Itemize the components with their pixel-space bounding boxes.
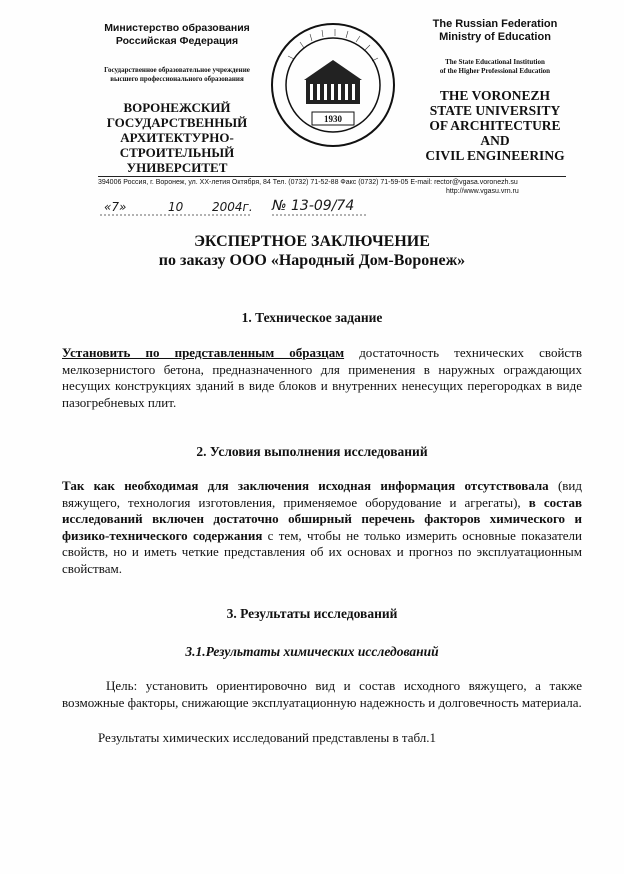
ru-uni-line1: ВОРОНЕЖСКИЙ <box>123 100 231 115</box>
section2-bold1: Так как необходимая для заключения исходная информация отсутствовала <box>62 478 549 493</box>
en-uni-line1: THE VORONEZH <box>439 88 551 103</box>
address-line: 394006 Россия, г. Воронеж, ул. XX-летия Октября, 84 Тел. (0732) 71-52-88 Факс (0732) 71-59-05 E-mail: rector@vgasa.voronezh.su <box>98 179 518 186</box>
en-uni-line3: OF ARCHITECTURE <box>429 118 561 133</box>
ref-day: «7» <box>104 200 127 214</box>
section2-text2: с тем, чтобы не только измерить основные показатели свойств, но и иметь четкие представления об их основах и прогноз по эксплуатационным свойствам. <box>62 527 582 576</box>
ru-org-line1: Государственное образовательное учреждение <box>104 66 250 74</box>
section1-paragraph <box>62 345 582 411</box>
ref-month: 10 <box>168 200 184 214</box>
title-line2: по заказу ООО «Народный Дом-Воронеж» <box>158 252 466 269</box>
ru-ministry-line2: Российская Федерация <box>115 35 239 47</box>
en-uni-line4: AND <box>480 133 510 148</box>
en-org-block <box>410 58 580 76</box>
en-federation-block <box>410 18 580 44</box>
en-federation-line1: The Russian Federation <box>432 18 558 30</box>
university-seal-logo <box>270 22 396 148</box>
section2-bold2: в состав исследований включен достаточно обширный перечень факторов химического и физико-технического содержания <box>62 494 582 543</box>
section31-heading: 3.1.Результаты химических исследований <box>185 644 439 659</box>
ru-org-block <box>92 66 262 84</box>
document-title <box>0 232 624 270</box>
en-org-line2: of the Higher Professional Education <box>439 67 551 75</box>
en-federation-line2: Ministry of Education <box>439 31 551 43</box>
section31-paragraph2: Результаты химических исследований представлены в табл.1 <box>98 730 436 745</box>
ru-ministry-block <box>92 22 262 48</box>
ru-uni-line2: ГОСУДАРСТВЕННЫЙ <box>106 115 248 130</box>
ru-org-line2: высшего профессионального образования <box>110 75 244 83</box>
section31-paragraph1: Цель: установить ориентировочно вид и состав исходного вяжущего, а также возможные факторы, снижающие эксплуатационную надежность и долговечность материала. <box>62 678 582 710</box>
ru-university-name <box>92 100 262 175</box>
en-uni-line2: STATE UNIVERSITY <box>429 103 561 118</box>
address-block <box>98 178 568 195</box>
section2-text1: (вид вяжущего, технология изготовления, применяемое оборудование и агрегаты), <box>62 478 582 510</box>
section2-paragraph <box>62 478 582 577</box>
en-uni-line5: CIVIL ENGINEERING <box>425 148 565 163</box>
ru-uni-line4: СТРОИТЕЛЬНЫЙ <box>119 145 235 160</box>
ru-ministry-line1: Министерство образования <box>104 22 250 34</box>
en-university-name <box>410 88 580 163</box>
section1-heading: 1. Техническое задание <box>241 310 383 325</box>
ref-number: № 13-09/74 <box>272 198 355 214</box>
section2-heading: 2. Условия выполнения исследований <box>196 444 428 459</box>
title-line1: ЭКСПЕРТНОЕ ЗАКЛЮЧЕНИЕ <box>194 233 430 250</box>
ru-uni-line3: АРХИТЕКТУРНО- <box>120 130 234 145</box>
section3-heading: 3. Результаты исследований <box>226 606 398 621</box>
website-link[interactable]: http://www.vgasu.vrn.ru <box>446 188 519 195</box>
seal-year: 1930 <box>324 114 342 124</box>
en-org-line1: The State Educational Institution <box>445 58 545 66</box>
section1-lead: Установить по представленным образцам <box>62 345 345 360</box>
ref-year: 2004г. <box>212 200 253 214</box>
ru-uni-line5: УНИВЕРСИТЕТ <box>126 160 228 175</box>
section1-text: достаточность технических свойств мелкозернистого бетона, предназначенного для применения в наружных ограждающих несущих конструкциях зданий в виде блоков и внутренних ненесущих перегородках в виде пазогребневых плит. <box>62 345 582 410</box>
letterhead-divider <box>98 176 566 177</box>
ref-underline <box>100 212 370 218</box>
